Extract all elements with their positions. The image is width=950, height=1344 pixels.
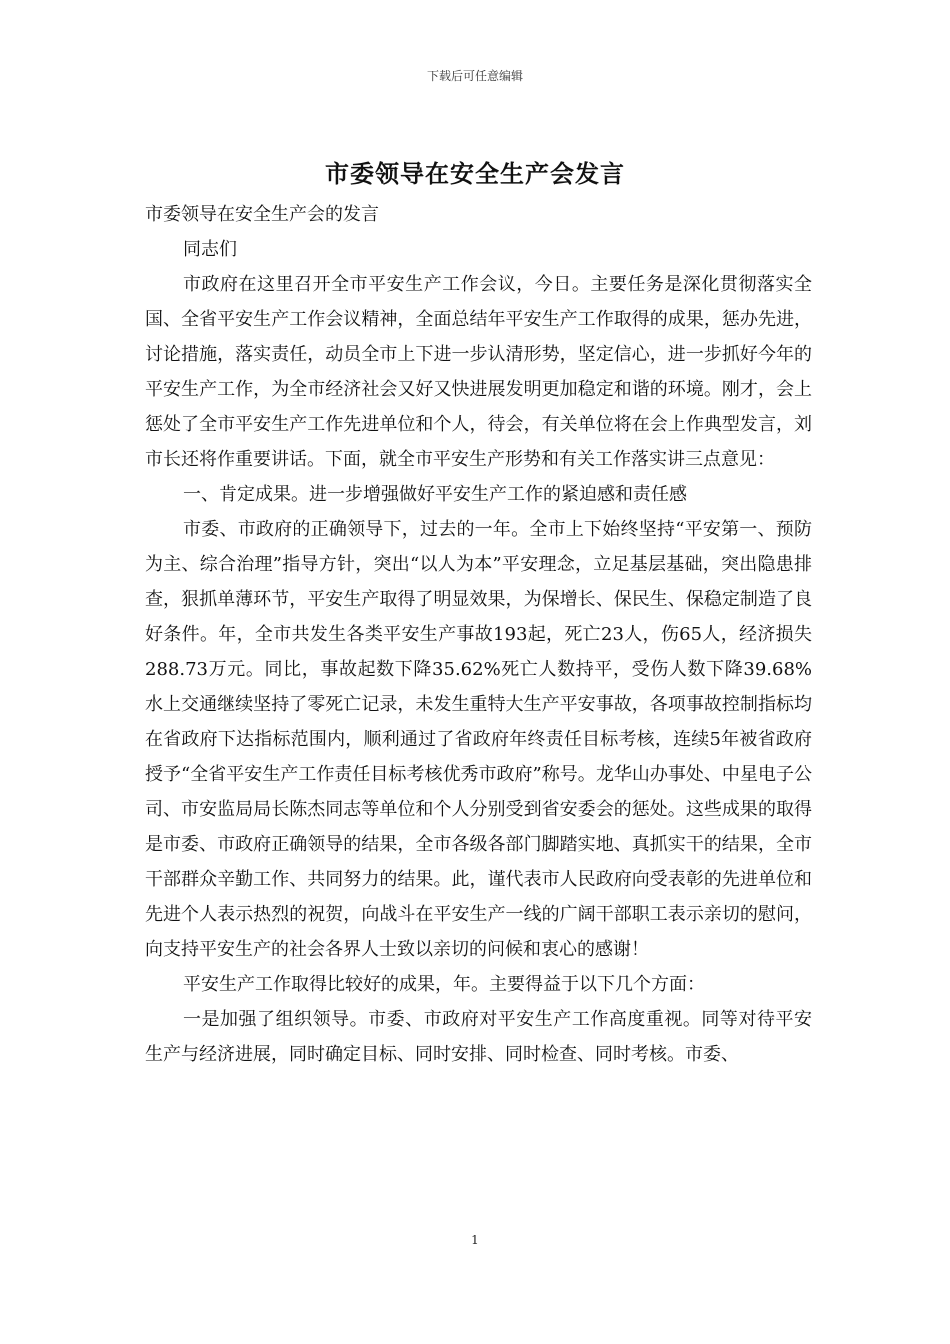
- body-paragraph: 平安生产工作取得比较好的成果，年。主要得益于以下几个方面：: [183, 974, 705, 995]
- document-body: [145, 197, 812, 1072]
- salutation-paragraph: 同志们: [183, 239, 237, 260]
- body-paragraph: 市委、市政府的正确领导下，过去的一年。全市上下始终坚持“平安第一、预防为主、综合治理”指导方针，突出“以人为本”平安理念，立足基层基础，突出隐患排查，狠抓单薄环节，平安生产取得了明显效果，为保增长、保民生、保稳定制造了良好条件。年，全市共发生各类平安生产事故193起，死亡23人，伤65人，经济损失288.73万元。同比，事故起数下降35.62%死亡人数持平，受伤人数下降39.68%水上交通继续坚持了零死亡记录，未发生重特大生产平安事故，各项事故控制指标均在省政府下达指标范围内，顺利通过了省政府年终责任目标考核，连续5年被省政府授予“全省平安生产工作责任目标考核优秀市政府”称号。龙华山办事处、中星电子公司、市安监局局长陈杰同志等单位和个人分别受到省安委会的惩处。这些成果的取得是市委、市政府正确领导的结果，全市各级各部门脚踏实地、真抓实干的结果，全市干部群众辛勤工作、共同努力的结果。此，谨代表市人民政府向受表彰的先进单位和先进个人表示热烈的祝贺，向战斗在平安生产一线的广阔干部职工表示亲切的慰问，向支持平安生产的社会各界人士致以亲切的问候和衷心的感谢！: [145, 519, 812, 960]
- body-paragraph: 市政府在这里召开全市平安生产工作会议，今日。主要任务是深化贯彻落实全国、全省平安生产工作会议精神，全面总结年平安生产工作取得的成果，惩办先进，讨论措施，落实责任，动员全市上下进一步认清形势，坚定信心，进一步抓好今年的平安生产工作，为全市经济社会又好又快进展发明更加稳定和谐的环境。刚才，会上惩处了全市平安生产工作先进单位和个人，待会，有关单位将在会上作典型发言，刘市长还将作重要讲话。下面，就全市平安生产形势和有关工作落实讲三点意见：: [145, 274, 812, 470]
- header-note: 下载后可任意编辑: [426, 69, 523, 83]
- page-number: 1: [471, 1233, 479, 1247]
- subtitle-paragraph: 市委领导在安全生产会的发言: [145, 204, 379, 225]
- section-heading: 一、肯定成果。进一步增强做好平安生产工作的紧迫感和责任感: [183, 484, 687, 505]
- document-title: 市委领导在安全生产会发言: [325, 159, 625, 188]
- body-paragraph: 一是加强了组织领导。市委、市政府对平安生产工作高度重视。同等对待平安生产与经济进展，同时确定目标、同时安排、同时检查、同时考核。市委、: [145, 1009, 812, 1065]
